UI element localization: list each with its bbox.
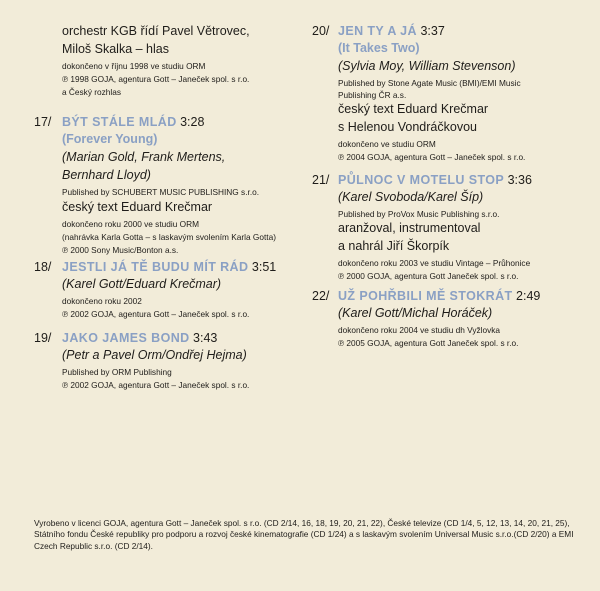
track-duration: 3:51 — [251, 260, 277, 274]
track-duration: 3:36 — [507, 173, 532, 187]
track-authors: (Karel Svoboda/Karel Šíp) — [338, 190, 484, 204]
track-title: JESTLI JÁ TĚ BUDU MÍT RÁD — [62, 260, 249, 274]
intro-note: dokončeno v říjnu 1998 ve studiu ORM — [62, 61, 206, 71]
track-note: ℗ 2004 GOJA, agentura Gott – Janeček spol. s r.o. — [338, 152, 526, 162]
track-publisher: Published by Stone Agate Music (BMI)/EMI Music — [338, 78, 521, 88]
track-title: BÝT STÁLE MLÁD — [62, 115, 177, 129]
track-credit: s Helenou Vondráčkovou — [338, 120, 477, 134]
track-title-line — [62, 115, 204, 129]
track-credit: český text Eduard Krečmar — [338, 102, 489, 116]
track-note: dokončeno roku 2003 ve studiu Vintage – Průhonice — [338, 258, 531, 268]
intro-note: a Český rozhlas — [62, 87, 122, 97]
track-authors: (Karel Gott/Eduard Krečmar) — [62, 277, 222, 291]
track-duration: 3:43 — [193, 331, 218, 345]
track-number: 21/ — [312, 173, 330, 187]
track-title-line — [338, 289, 540, 303]
track-note: dokončeno roku 2000 ve studiu ORM — [62, 219, 199, 229]
track-authors: (Petr a Pavel Orm/Ondřej Hejma) — [62, 348, 247, 362]
intro-line: Miloš Skalka – hlas — [62, 42, 169, 56]
track-credit: a nahrál Jiří Škorpík — [338, 239, 450, 253]
intro-note: ℗ 1998 GOJA, agentura Gott – Janeček spol. s r.o. — [62, 74, 250, 84]
track-title: PŮLNOC V MOTELU STOP — [338, 173, 505, 187]
track-duration: 3:37 — [420, 24, 445, 38]
track-authors: Bernhard Lloyd) — [62, 168, 151, 182]
track-publisher: Published by ProVox Music Publishing s.r.o. — [338, 209, 500, 219]
track-note: dokončeno roku 2004 ve studiu dh Vyžlovka — [338, 325, 501, 335]
track-title-line — [62, 260, 276, 274]
track-note: Published by ORM Publishing — [62, 367, 172, 377]
track-title: JEN TY A JÁ — [338, 24, 417, 38]
track-note: ℗ 2005 GOJA, agentura Gott Janeček spol. s r.o. — [338, 338, 519, 348]
track-title-line — [62, 331, 217, 345]
track-duration: 2:49 — [516, 289, 541, 303]
track-authors: (Marian Gold, Frank Mertens, — [62, 150, 226, 164]
track-number: 22/ — [312, 289, 330, 303]
track-note: ℗ 2002 GOJA, agentura Gott – Janeček spol. s r.o. — [62, 309, 250, 319]
track-credit: aranžoval, instrumentoval — [338, 221, 481, 235]
track-title: UŽ POHŘBILI MĚ STOKRÁT — [338, 289, 513, 303]
license-footer: Vyrobeno v licenci GOJA, agentura Gott – Janeček spol. s r.o. (CD 2/14, 16, 18, 19, 20, 21, 22), České televize (CD 1/4, 5, 12, 13, 14, 20, 21, 25), Státního fondu České republiky pro podporu a rozvoj české kinematografie (CD 1/24) a s laskavým svolením Universal Music s.r.o.(CD 2/20) a EMI Czech Republic s.r.o. (CD 2/14). — [34, 518, 574, 551]
track-title-line — [338, 173, 532, 187]
track-authors: (Karel Gott/Michal Horáček) — [338, 306, 493, 320]
track-number: 19/ — [34, 331, 52, 345]
track-note: ℗ 2000 GOJA, agentura Gott Janeček spol. s r.o. — [338, 271, 519, 281]
track-title: JAKO JAMES BOND — [62, 331, 190, 345]
track-note: ℗ 2002 GOJA, agentura Gott – Janeček spol. s r.o. — [62, 380, 250, 390]
track-subtitle: (It Takes Two) — [338, 41, 420, 55]
intro-line: orchestr KGB řídí Pavel Větrovec, — [62, 24, 250, 38]
track-subtitle: (Forever Young) — [62, 132, 158, 146]
track-publisher: Published by SCHUBERT MUSIC PUBLISHING s.r.o. — [62, 187, 260, 197]
track-number: 18/ — [34, 260, 52, 274]
track-note: (nahrávka Karla Gotta – s laskavým svolením Karla Gotta) — [62, 232, 276, 242]
track-note: dokončeno ve studiu ORM — [338, 139, 436, 149]
track-note: dokončeno roku 2002 — [62, 296, 142, 306]
track-number: 17/ — [34, 115, 52, 129]
track-credit: český text Eduard Krečmar — [62, 200, 213, 214]
track-publisher: Publishing ČR a.s. — [338, 90, 407, 100]
track-title-line — [338, 24, 445, 38]
track-note: ℗ 2000 Sony Music/Bonton a.s. — [62, 245, 179, 255]
track-number: 20/ — [312, 24, 330, 38]
track-authors: (Sylvia Moy, William Stevenson) — [338, 59, 516, 73]
track-duration: 3:28 — [180, 115, 205, 129]
